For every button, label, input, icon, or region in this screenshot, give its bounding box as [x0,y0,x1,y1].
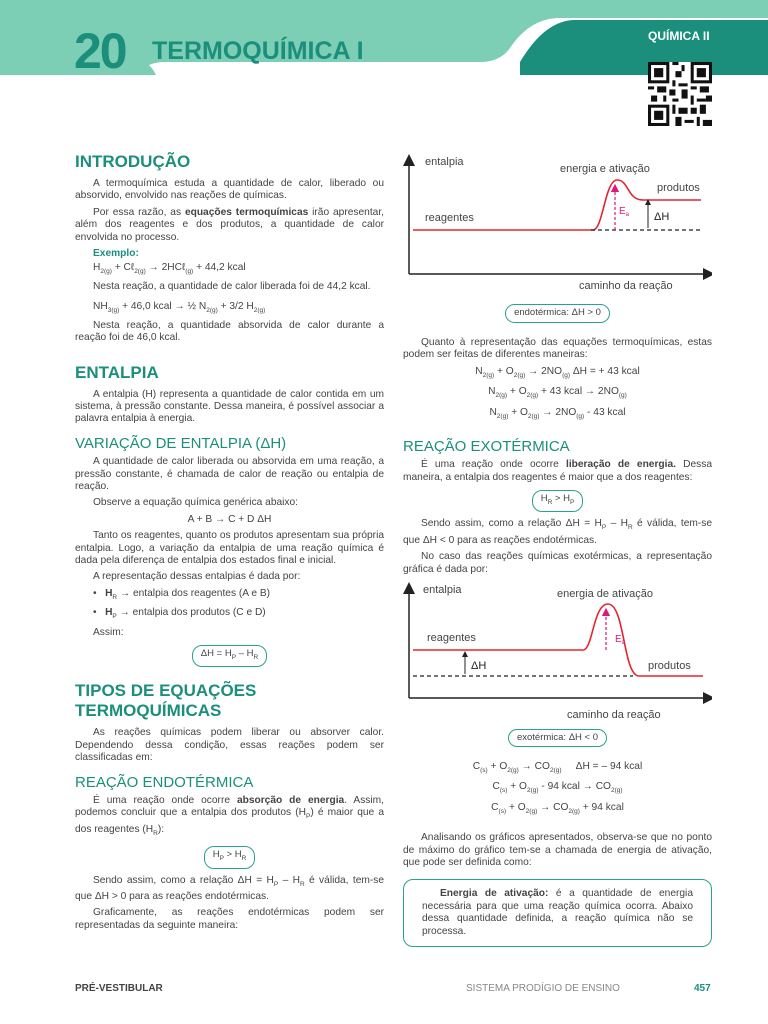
exo-result-pill: exotérmica: ΔH < 0 [403,729,712,747]
section-title-endotermica: REAÇÃO ENDOTÉRMICA [75,773,254,791]
chart1-reagents-label: reagentes [425,212,474,224]
example-equation-2: $NH_{3(g)} + 46,0$ kcal → ½ $N_{2(g)} + 3/2$ $H_{2(g)}$ [93,301,266,315]
chart1-products-label: produtos [657,182,700,194]
definition-box [403,879,712,947]
endo-paragraph-2: Sendo assim, como a relação $\Delta H = H_P - H_R$ é válida, tem-se que ΔH > 0 para as reações endotérmicas. [75,874,384,903]
chart2-y-label: entalpia [423,584,462,597]
page-number: 457 [694,983,711,994]
repr-equation-1: $N_{2(g)} + O_{2(g)} \to 2NO_{(g)}$ ΔH = + 43 kcal [475,365,640,379]
exo-equation-3: $C_{(s)} + O_{2(g)} \to CO_{2(g)} + 94$ kcal [491,801,624,815]
repr-equation-2: $N_{2(g)} + O_{2(g)} + 43$ kcal → $2NO_{(g)}$ [488,386,627,400]
chart2-dh-label: ΔH [471,660,487,673]
endo-pill: $H_P > H_R$ [75,846,384,868]
exo-paragraph-2: Sendo assim, como a relação $\Delta H = H_P - H_R$ é válida, tem-se que ΔH < 0 para as reações endotérmicas. [403,518,712,546]
right-column [403,150,712,947]
intro-paragraph-2: Por essa razão, as equações termoquímicas irão apresentar, além dos reagentes e dos produtos, a quantidade de calor envolvida no processo. [75,206,384,243]
repr-equation-3: $N_{2(g)} + O_{2(g)} \to 2NO_{(g)} - 43$ kcal [489,406,626,420]
section-title-exotermica: REAÇÃO EXOTÉRMICA [403,437,570,455]
example-note-1: Nesta reação, a quantidade de calor liberada foi de 44,2 kcal. [93,280,371,292]
intro-paragraph-1: A termoquímica estuda a quantidade de calor, liberado ou absorvido, envolvido nas reações de químicas. [75,178,384,202]
variacao-paragraph-4: A representação dessas entalpias é dada por: [93,571,301,583]
chart1-y-label: entalpia [425,156,464,168]
example-label: Exemplo: [93,248,139,260]
exo-equation-2: $C_{(s)} + O_{2(g)} - 94$ kcal → $CO_{2(g)}$ [492,781,623,795]
exo-pill: $H_R > H_P$ [403,490,712,512]
chart1-x-label: caminho da reação [579,280,673,292]
bullet-hp: • $H_P$ → entalpia dos produtos (C e D) [93,607,266,621]
section-title-introducao: INTRODUÇÃO [75,152,191,171]
subject-label: QUÍMICA II [648,29,710,43]
chapter-number: 20 [74,23,126,79]
exo-paragraph-1: É uma reação onde ocorre liberação de energia. Dessa maneira, a entalpia dos reagentes é maior que a dos reagentes: [403,459,712,483]
section-title-tipos: TIPOS DE EQUAÇÕES TERMOQUÍMICAS [75,681,257,721]
definition-text: Energia de ativação: é a quantidade de energia necessária para que uma reação química ocorra. Abaixo dessa quantidade definida, a reação química não se processa. [422,888,693,937]
example-note-2: Nesta reação, a quantidade absorvida de calor durante a reação foi de 46,0 kcal. [75,319,384,344]
chart2-reagents-label: reagentes [427,632,476,645]
chart2-ea-label: $E_a$ [615,634,626,647]
footer-center: SISTEMA PRODÍGIO DE ENSINO [466,983,620,994]
chart2-x-label: caminho da reação [567,709,661,722]
footer-left: PRÉ-VESTIBULAR [75,983,163,994]
section-title-variacao: VARIAÇÃO DE ENTALPIA (ΔH) [75,434,287,452]
entalpia-paragraph: A entalpia (H) representa a quantidade de calor contida em um sistema, à pressão constante. Dessa maneira, é possível associar a palavra entalpia à energia. [75,388,384,425]
chart2-products-label: produtos [648,660,691,673]
chart1-dh-label: ΔH [654,211,670,223]
example-equation-1: $H_{2(g)}$ + Cℓ$_{2(g)}$ → 2HCℓ$_{(g)}$ + 44,2 kcal [93,262,246,276]
section-title-entalpia: ENTALPIA [75,362,159,382]
assim-label: Assim: [93,626,124,638]
exo-paragraph-3: No caso das reações químicas exotérmicas, a representação gráfica é dada por: [403,551,712,575]
generic-equation: A + B → C + D ΔH [187,513,272,525]
qr-code-icon[interactable] [648,62,712,126]
left-column [75,140,384,936]
chart2-activation-label: energia de ativação [557,588,654,601]
chapter-title: TERMOQUÍMICA I [152,37,364,65]
tipos-paragraph: As reações químicas podem liberar ou absorver calor. Dependendo dessa condição, essas reações podem ser classificadas em: [75,727,384,764]
variacao-paragraph-2: Observe a equação química genérica abaixo: [93,497,299,509]
chart1-ea-label: $E_a$ [619,206,630,218]
endo-paragraph-1: É uma reação onde ocorre absorção de energia. Assim, podemos concluir que a entalpia dos produtos $(H_P)$ é maior que a dos reagentes $(H_R)$: [75,795,384,837]
variacao-paragraph-3: Tanto os reagentes, quanto os produtos apresentam sua própria entalpia. Logo, a variação da entalpia de uma reação química é dada pela diferença de entalpia dos estados final e inicial. [75,530,384,566]
repr-paragraph: Quanto à representação das equações termoquímicas, estas podem ser feitas de diferentes maneiras: [403,336,712,361]
analysis-paragraph: Analisando os gráficos apresentados, observa-se que no ponto de máximo do gráfico tem-se a chamada de energia de ativação, que pode ser definida como: [403,832,712,869]
exo-equation-1: $C_{(s)} + O_{2(g)} \to CO_{2(g)}$ ΔH = – 94 kcal [472,760,643,774]
endothermic-chart [403,150,712,300]
endo-result-pill: endotérmica: ΔH > 0 [403,304,712,322]
endo-paragraph-3: Graficamente, as reações endotérmicas podem ser representadas da seguinte maneira: [75,907,384,931]
exothermic-chart [403,580,712,722]
bullet-hr: • $H_R$ → entalpia dos reagentes (A e B) [93,587,271,601]
chart1-activation-label: energia e ativação [560,163,650,175]
formula-pill: $\Delta H = H_P - H_R$ [75,645,384,667]
variacao-paragraph-1: A quantidade de calor liberada ou absorvida em uma reação, a pressão constante, é chamada de calor de reação ou entalpia de reação. [75,456,384,492]
